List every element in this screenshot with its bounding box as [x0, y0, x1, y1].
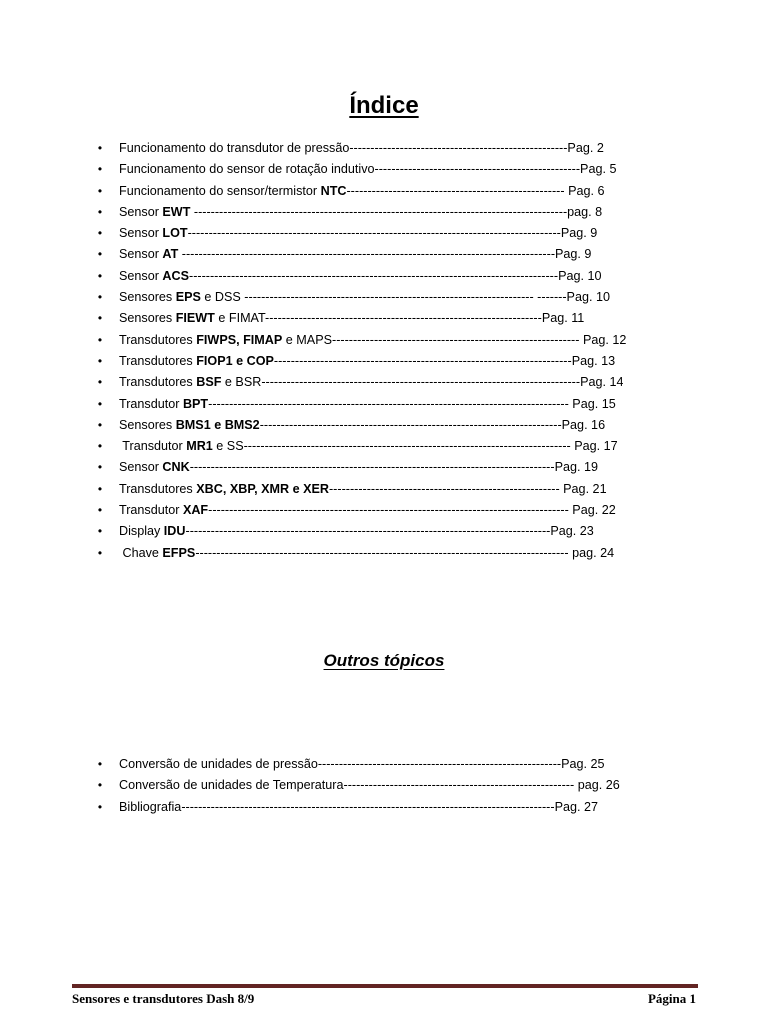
toc-entry-text: [119, 372, 623, 393]
footer-rule: [72, 984, 698, 988]
toc-entry-label-suffix: e SS: [212, 439, 244, 454]
toc-entry: [0, 287, 768, 308]
toc-entry-label: Conversão de unidades de Temperatura: [119, 778, 344, 793]
toc-entry-label: Sensor: [119, 268, 163, 283]
toc-entry-label: Sensores: [119, 290, 176, 305]
bullet-icon: •: [97, 247, 103, 262]
toc-entry: [0, 308, 768, 329]
toc-entry-text: [119, 202, 602, 223]
toc-entry-label: Funcionamento do sensor de rotação indutivo: [119, 162, 375, 177]
toc-entry-text: [119, 223, 597, 244]
other-topics-list: [0, 754, 768, 818]
toc-entry: [0, 754, 768, 775]
toc-entry-leader: --------------------------------------------------------------------------------------: [208, 396, 573, 411]
toc-entry-label: Transdutores: [119, 332, 197, 347]
toc-entry-label-suffix: e MAPS: [282, 332, 332, 347]
toc-entry-page: Pag. 19: [554, 460, 598, 475]
toc-entry-leader: -------------------------------------------------------: [328, 481, 564, 496]
toc-entry-page: Pag. 10: [558, 268, 602, 283]
toc-entry: [0, 244, 768, 265]
toc-entry-page: Pag. 10: [566, 290, 610, 305]
toc-entry-leader: ----------------------------------------------------: [346, 183, 569, 198]
toc-entry-text: [119, 754, 605, 775]
toc-entry-code: EPS: [175, 290, 201, 305]
toc-entry-page: Pag. 5: [580, 162, 617, 177]
toc-entry-code: BMS1 e BMS2: [175, 417, 260, 432]
bullet-icon: •: [97, 375, 103, 390]
toc-entry-page: Pag. 15: [572, 396, 616, 411]
toc-entry: [0, 521, 768, 542]
toc-entry-text: [119, 775, 620, 796]
toc-entry: [0, 138, 768, 159]
toc-entry-page: Pag. 23: [550, 524, 594, 539]
bullet-icon: •: [97, 439, 103, 454]
toc-entry-leader: ----------------------------------------------------------------------------------------: [189, 268, 559, 283]
footer-document-title: Sensores e transdutores Dash 8/9: [72, 991, 255, 1006]
toc-entry-code: EFPS: [162, 545, 196, 560]
toc-entry-code: AT: [162, 247, 179, 262]
toc-entry: [0, 266, 768, 287]
toc-entry: [0, 330, 768, 351]
toc-entry-text: [119, 159, 616, 180]
toc-entry-text: [119, 244, 591, 265]
toc-entry-code: ACS: [162, 268, 189, 283]
toc-entry-text: [119, 394, 616, 415]
toc-entry-page: Pag. 6: [568, 183, 605, 198]
toc-entry-leader: -----------------------------------------------------------------------: [273, 353, 572, 368]
toc-entry-text: [119, 797, 598, 818]
toc-entry-code: EWT: [162, 204, 191, 219]
bullet-icon: •: [97, 311, 103, 326]
toc-entry-text: [119, 543, 614, 564]
toc-entry: [0, 436, 768, 457]
toc-entry-leader: -------------------------------------------------------: [343, 778, 578, 793]
toc-entry-leader: --------------------------------------------------------------------------------------: [208, 503, 573, 518]
bullet-icon: •: [97, 204, 103, 219]
footer-page-number: Página 1: [647, 991, 696, 1006]
toc-entry-leader: --------------------------------------------------------------------- -------: [240, 290, 567, 305]
index-list: [0, 138, 768, 564]
toc-entry-page: Pag. 25: [561, 757, 605, 771]
toc-entry-label: Sensor: [119, 204, 163, 219]
toc-entry-page: Pag. 13: [571, 353, 616, 368]
toc-entry-leader: ------------------------------------------------------------------: [265, 311, 542, 326]
bullet-icon: •: [97, 524, 103, 539]
toc-entry: [0, 181, 768, 202]
toc-entry-text: [119, 500, 616, 521]
bullet-icon: •: [97, 757, 103, 771]
toc-entry-leader: ------------------------------------------------------------------------: [259, 417, 562, 432]
bullet-icon: •: [97, 268, 103, 283]
toc-entry-code: LOT: [162, 226, 188, 241]
toc-entry-code: XAF: [182, 503, 209, 518]
bullet-icon: •: [97, 162, 103, 177]
bullet-icon: •: [97, 141, 103, 155]
toc-entry-code: BPT: [182, 396, 209, 411]
toc-entry-label: Transdutores: [119, 375, 197, 390]
toc-entry-page: Pag. 2: [567, 141, 604, 155]
toc-entry-label: Display: [119, 524, 164, 539]
toc-entry-leader: -----------------------------------------------------------------------------------------: [178, 247, 556, 262]
toc-entry-code: BSF: [196, 375, 222, 390]
toc-entry: [0, 457, 768, 478]
toc-entry-leader: -----------------------------------------------------------: [332, 332, 583, 347]
toc-entry-leader: ---------------------------------------------------------------------------------------: [185, 524, 551, 539]
bullet-icon: •: [97, 417, 103, 432]
toc-entry-label-suffix: e BSR: [221, 375, 262, 390]
bullet-icon: •: [97, 183, 103, 198]
toc-entry: [0, 797, 768, 818]
toc-entry-text: [119, 287, 610, 308]
toc-entry-code: FIEWT: [175, 311, 215, 326]
toc-entry-label: Bibliografia: [119, 799, 182, 814]
toc-entry-label: Transdutores: [119, 353, 197, 368]
toc-entry-label: Transdutores: [119, 481, 197, 496]
toc-entry-leader: ---------------------------------------------------------------------------------------: [189, 460, 555, 475]
bullet-icon: •: [97, 290, 103, 305]
toc-entry-leader: -------------------------------------------------: [374, 162, 581, 177]
toc-entry-text: [119, 415, 605, 436]
toc-entry-label: Transdutor: [119, 439, 187, 454]
toc-entry-text: [119, 181, 604, 202]
toc-entry-page: Pag. 11: [541, 311, 585, 326]
toc-entry-code: FIWPS, FIMAP: [196, 332, 283, 347]
toc-entry: [0, 500, 768, 521]
toc-entry-text: [119, 351, 615, 372]
toc-entry-leader: ----------------------------------------------------------: [317, 757, 562, 771]
toc-entry-code: XBC, XBP, XMR e XER: [196, 481, 329, 496]
toc-entry-code: IDU: [163, 524, 186, 539]
toc-entry-page: pag. 8: [567, 204, 603, 219]
bullet-icon: •: [97, 460, 103, 475]
toc-entry-label: Funcionamento do sensor/termistor: [119, 183, 321, 198]
toc-entry: [0, 351, 768, 372]
toc-entry-code: FIOP1 e COP: [196, 353, 274, 368]
toc-entry-text: [119, 266, 601, 287]
toc-entry-label: Transdutor: [119, 503, 183, 518]
toc-entry: [0, 543, 768, 564]
toc-entry-page: Pag. 17: [574, 439, 618, 454]
toc-entry-code: MR1: [186, 439, 213, 454]
toc-entry-label: Sensores: [119, 417, 176, 432]
other-topics-title: Outros tópicos: [323, 651, 445, 670]
toc-entry-text: [119, 479, 607, 500]
bullet-icon: •: [97, 545, 103, 560]
toc-entry-label: Transdutor: [119, 396, 183, 411]
toc-entry-leader: -----------------------------------------------------------------------------------------: [187, 226, 561, 241]
toc-entry: [0, 415, 768, 436]
toc-entry-label: Chave: [119, 545, 163, 560]
toc-entry-code: CNK: [162, 460, 190, 475]
toc-entry-label: Sensor: [119, 460, 163, 475]
toc-entry-page: pag. 26: [577, 778, 620, 793]
toc-entry-label: Funcionamento do transdutor de pressão: [119, 141, 350, 155]
toc-entry-label-suffix: e FIMAT: [214, 311, 266, 326]
bullet-icon: •: [97, 332, 103, 347]
toc-entry-page: Pag. 14: [580, 375, 624, 390]
toc-entry-leader: -----------------------------------------------------------------------------------------: [195, 545, 573, 560]
toc-entry: [0, 159, 768, 180]
toc-entry: [0, 223, 768, 244]
toc-entry-label-suffix: e DSS: [200, 290, 241, 305]
index-title: Índice: [349, 92, 419, 119]
bullet-icon: •: [97, 503, 103, 518]
toc-entry-page: Pag. 16: [561, 417, 606, 432]
toc-entry-page: Pag. 12: [582, 332, 627, 347]
toc-entry-leader: -----------------------------------------------------------------------------------------: [181, 799, 555, 814]
toc-entry-page: Pag. 9: [555, 247, 592, 262]
toc-entry-label: Conversão de unidades de pressão: [119, 757, 318, 771]
toc-entry-leader: ----------------------------------------------------------------------------: [261, 375, 581, 390]
toc-entry-label: Sensor: [119, 226, 163, 241]
toc-entry-text: [119, 457, 598, 478]
toc-entry-leader: ------------------------------------------------------------------------------: [243, 439, 575, 454]
bullet-icon: •: [97, 353, 103, 368]
toc-entry-leader: ----------------------------------------------------: [349, 141, 568, 155]
toc-entry-page: Pag. 9: [560, 226, 598, 241]
toc-entry-page: Pag. 27: [554, 799, 598, 814]
toc-entry: [0, 202, 768, 223]
toc-entry-page: Pag. 22: [572, 503, 616, 518]
toc-entry-text: [119, 330, 626, 351]
toc-entry: [0, 394, 768, 415]
toc-entry-label: Sensor: [119, 247, 163, 262]
bullet-icon: •: [97, 481, 103, 496]
toc-entry-text: [119, 138, 604, 159]
bullet-icon: •: [97, 396, 103, 411]
toc-entry-page: Pag. 21: [563, 481, 607, 496]
bullet-icon: •: [97, 226, 103, 241]
toc-entry: [0, 775, 768, 796]
bullet-icon: •: [97, 778, 103, 793]
toc-entry-page: pag. 24: [572, 545, 615, 560]
toc-entry-text: [119, 436, 618, 457]
toc-entry: [0, 479, 768, 500]
toc-entry-leader: -----------------------------------------------------------------------------------------: [190, 204, 568, 219]
toc-entry-text: [119, 521, 594, 542]
toc-entry-code: NTC: [320, 183, 347, 198]
bullet-icon: •: [97, 799, 103, 814]
toc-entry-text: [119, 308, 584, 329]
toc-entry-label: Sensores: [119, 311, 176, 326]
toc-entry: [0, 372, 768, 393]
